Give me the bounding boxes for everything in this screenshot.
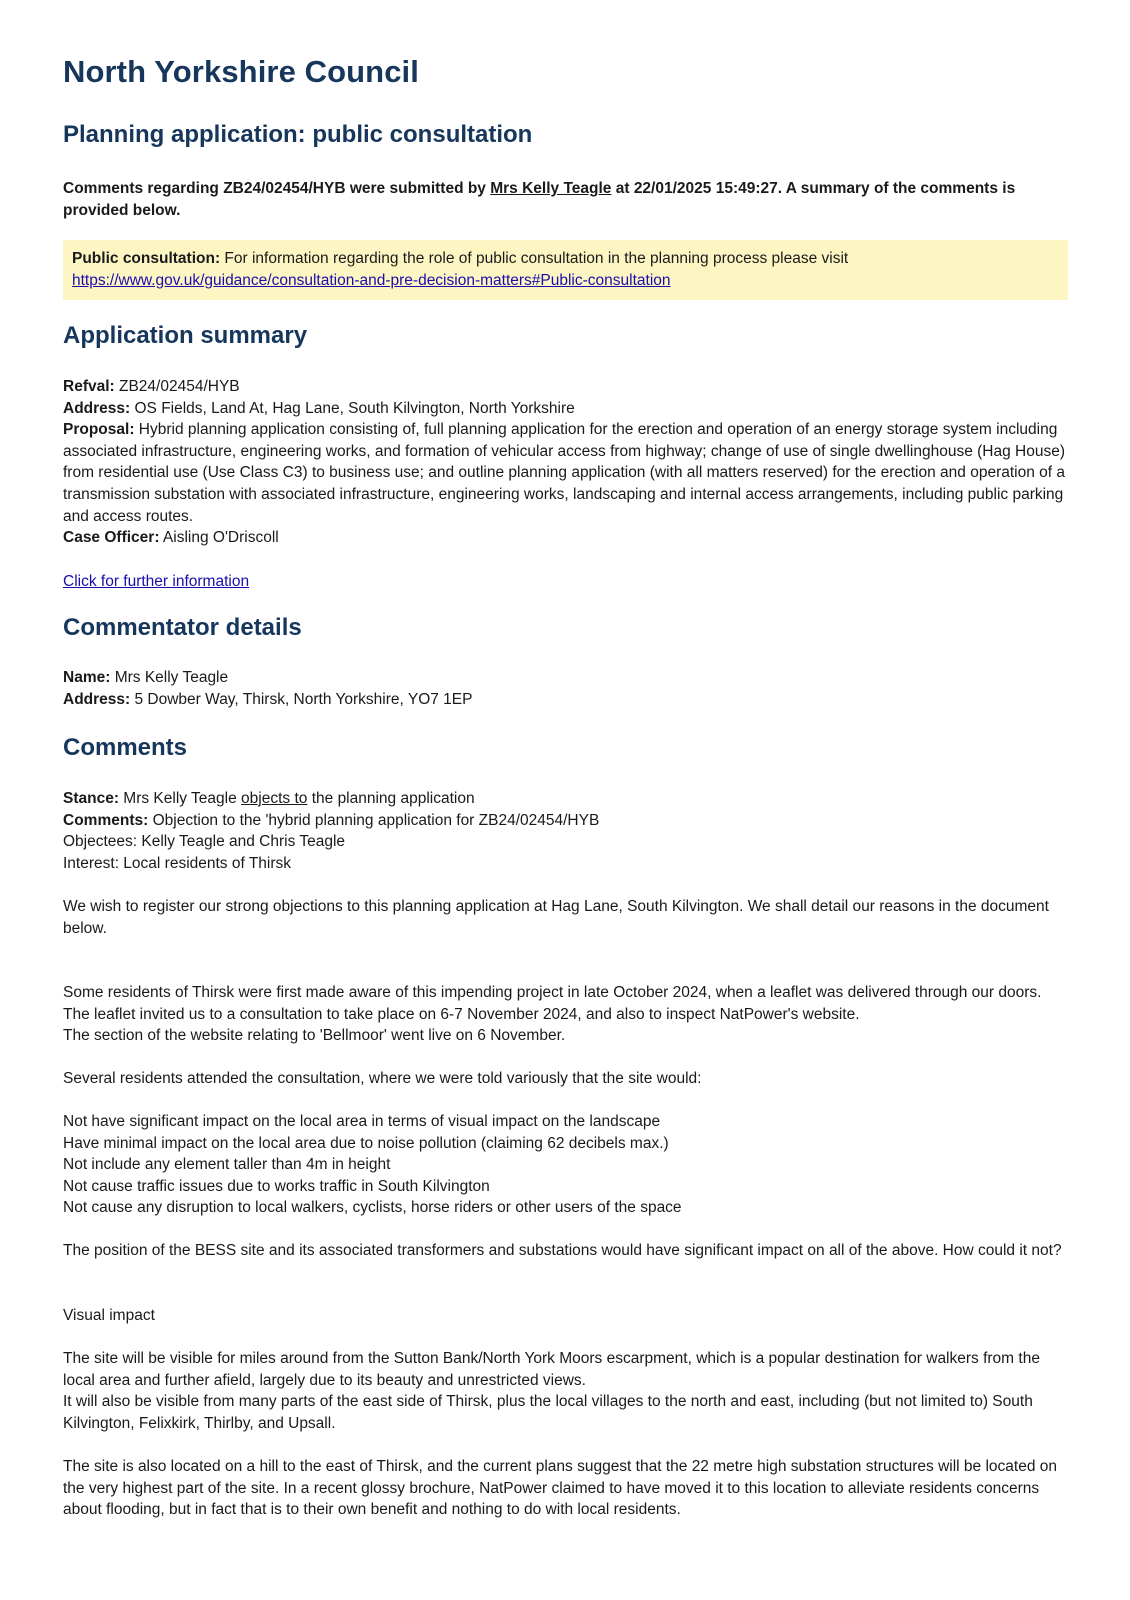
comment-paragraph-3: Several residents attended the consultation, where we were told variously that the site would:: [63, 1070, 702, 1087]
address-row: Address: OS Fields, Land At, Hag Lane, South Kilvington, North Yorkshire: [63, 399, 575, 417]
list-item: Not include any element taller than 4m in height: [63, 1156, 391, 1174]
comment-paragraph-1: We wish to register our strong objections to this planning application at Hag Lane, South Kilvington. We shall detail our reasons in the document below.: [63, 898, 1049, 937]
stance-row: Stance: Mrs Kelly Teagle objects to the planning application: [63, 790, 475, 807]
proposal-row: Proposal: Hybrid planning application consisting of, full planning application for the erection and operation of an energy storage system including associated infrastructure, engineering works, and formation of vehicular access from highway; change of use of single dwellinghouse (Hag House) from residential use (Use Class C3) to business use; and outline planning application (with all matters reserved) for the erection and operation of a transmission substation with associated infrastructure, engineering works, landscaping and internal access arrangements, including public parking and access routes.: [63, 421, 1066, 525]
case-officer-row: Case Officer: Aisling O'Driscoll: [63, 529, 279, 547]
commentator-address-row: Address: 5 Dowber Way, Thirsk, North Yorkshire, YO7 1EP: [63, 690, 473, 708]
list-item: Not cause traffic issues due to works traffic in South Kilvington: [63, 1177, 490, 1195]
objectees-row: Objectees: Kelly Teagle and Chris Teagle: [63, 833, 346, 851]
commentator-details-heading: Commentator details: [63, 614, 302, 641]
comment-paragraph-2: Some residents of Thirsk were first made aware of this impending project in late October 2024, when a leaflet was delivered through our doors. The leaflet invited us to a consultation to take place on 6-7 November 2024, and also to inspect NatPower's website. The section of the website relating to 'Bellmoor' went live on 6 November.: [63, 984, 1042, 1045]
stance-value: objects to: [241, 790, 308, 807]
comments-heading: Comments: [63, 734, 188, 761]
list-item: Not have significant impact on the local area in terms of visual impact on the landscape: [63, 1113, 661, 1130]
claims-list: [63, 1111, 1068, 1219]
refval-row: Refval: ZB24/02454/HYB: [63, 378, 240, 395]
page-subtitle: Planning application: public consultation: [63, 121, 533, 148]
submitter-link[interactable]: Mrs Kelly Teagle: [490, 180, 612, 197]
comment-paragraph-6: The site is also located on a hill to the east of Thirsk, and the current plans suggest that the 22 metre high substation structures will be located on the very highest part of the site. In a recent glossy brochure, NatPower claimed to have moved it to this location to alleviate residents concerns about flooding, but in fact that is to their own benefit and nothing to do with local residents.: [63, 1458, 1057, 1519]
notice-text: For information regarding the role of public consultation in the planning process please visit: [220, 250, 849, 267]
commentator-details: [63, 667, 1068, 710]
further-information-link[interactable]: Click for further information: [63, 573, 250, 590]
notice-label: Public consultation:: [72, 250, 221, 267]
consultation-guidance-link[interactable]: https://www.gov.uk/guidance/consultation-and-pre-decision-matters#Public-consultation: [72, 271, 671, 289]
public-consultation-notice: [63, 240, 1068, 300]
council-title: North Yorkshire Council: [63, 54, 419, 89]
comments-row: Comments: Objection to the 'hybrid planning application for ZB24/02454/HYB: [63, 811, 600, 829]
comment-paragraph-4: The position of the BESS site and its associated transformers and substations would have significant impact on all of the above. How could it not?: [63, 1242, 1062, 1259]
application-summary-heading: Application summary: [63, 322, 308, 349]
list-item: Have minimal impact on the local area due to noise pollution (claiming 62 decibels max.): [63, 1134, 669, 1152]
list-item: Not cause any disruption to local walkers, cyclists, horse riders or other users of the space: [63, 1199, 682, 1217]
visual-impact-heading: Visual impact: [63, 1307, 155, 1324]
intro-text: Comments regarding ZB24/02454/HYB were submitted by Mrs Kelly Teagle at 22/01/2025 15:49:27. A summary of the comments is provided below.: [63, 180, 1016, 219]
interest-row: Interest: Local residents of Thirsk: [63, 854, 292, 872]
comments-meta: [63, 788, 1068, 874]
comment-paragraph-5: The site will be visible for miles around from the Sutton Bank/North York Moors escarpment, which is a popular destination for walkers from the local area and further afield, largely due to its beauty and unrestricted views. It will also be visible from many parts of the east side of Thirsk, plus the local villages to the north and east, including (but not limited to) South Kilvington, Felixkirk, Thirlby, and Upsall.: [63, 1350, 1040, 1432]
application-summary-details: [63, 376, 1068, 549]
name-row: Name: Mrs Kelly Teagle: [63, 669, 229, 686]
